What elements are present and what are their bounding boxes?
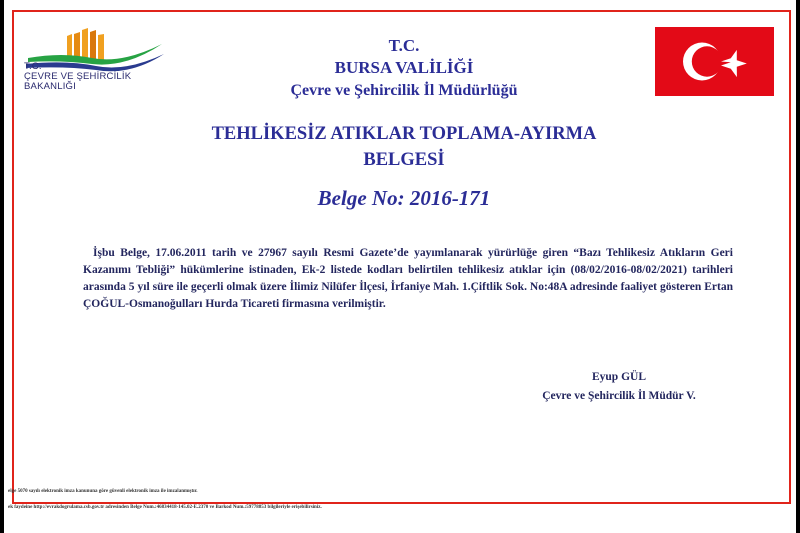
certificate-title bbox=[124, 121, 684, 173]
certificate-body: İşbu Belge, 17.06.2011 tarih ve 27967 sayılı Resmi Gazete’de yayımlanarak yürürlüğe giren “Bazı Tehlikesiz Atıkların Geri Kazanımı Tebliği” hükümlerine istinaden, Ek-2 listede kodları belirtilen tehlikesiz atıklar için (08/02/2016-08/02/2021) tarihleri arasında 5 yıl süre ile geçerli olmak üzere İlimiz Nilüfer İlçesi, İrfaniye Mah. 1.Çiftlik Sok. No:48A adresinde faaliyet gösteren Ertan ÇOĞUL-Osmanoğulları Hurda Ticareti firmasına verilmiştir. bbox=[83, 247, 733, 310]
title-line-1: TEHLİKESİZ ATIKLAR TOPLAMA-AYIRMA bbox=[211, 124, 597, 144]
verification-note: ek faydeine http://evrakdogrulama.csb.gov.tr adresinden Belge Num.:46834418-145.02-E.2370 ve Barkod Num.:59778853 bilgileriyle erişebilirsiniz. bbox=[8, 505, 322, 510]
header-directorate: Çevre ve Şehircilik İl Müdürlüğü bbox=[290, 82, 518, 99]
signature-block bbox=[484, 368, 754, 406]
logo-line-tc: T.C. bbox=[24, 61, 42, 72]
e-signature-note: elge 5070 sayılı elektronik imza kanununa göre güvenli elektronik imza ile imzalanmıştır. bbox=[8, 489, 198, 494]
issuing-authority bbox=[204, 36, 604, 102]
certificate-number: Belge No: 2016-171 bbox=[317, 186, 491, 210]
header-governorship: BURSA VALİLİĞİ bbox=[334, 58, 474, 77]
header-tc: T.C. bbox=[388, 36, 420, 55]
signatory-title: Çevre ve Şehircilik İl Müdür V. bbox=[542, 390, 696, 402]
ministry-logo-text bbox=[24, 62, 174, 92]
document-page bbox=[4, 0, 796, 533]
title-line-2: BELGESİ bbox=[363, 150, 445, 170]
logo-line-ministry: ÇEVRE VE ŞEHİRCİLİK bbox=[24, 71, 132, 82]
turkish-flag-icon bbox=[655, 27, 774, 96]
signatory-name: Eyup GÜL bbox=[591, 371, 646, 383]
logo-line-bakanlik: BAKANLIĞI bbox=[24, 81, 76, 92]
